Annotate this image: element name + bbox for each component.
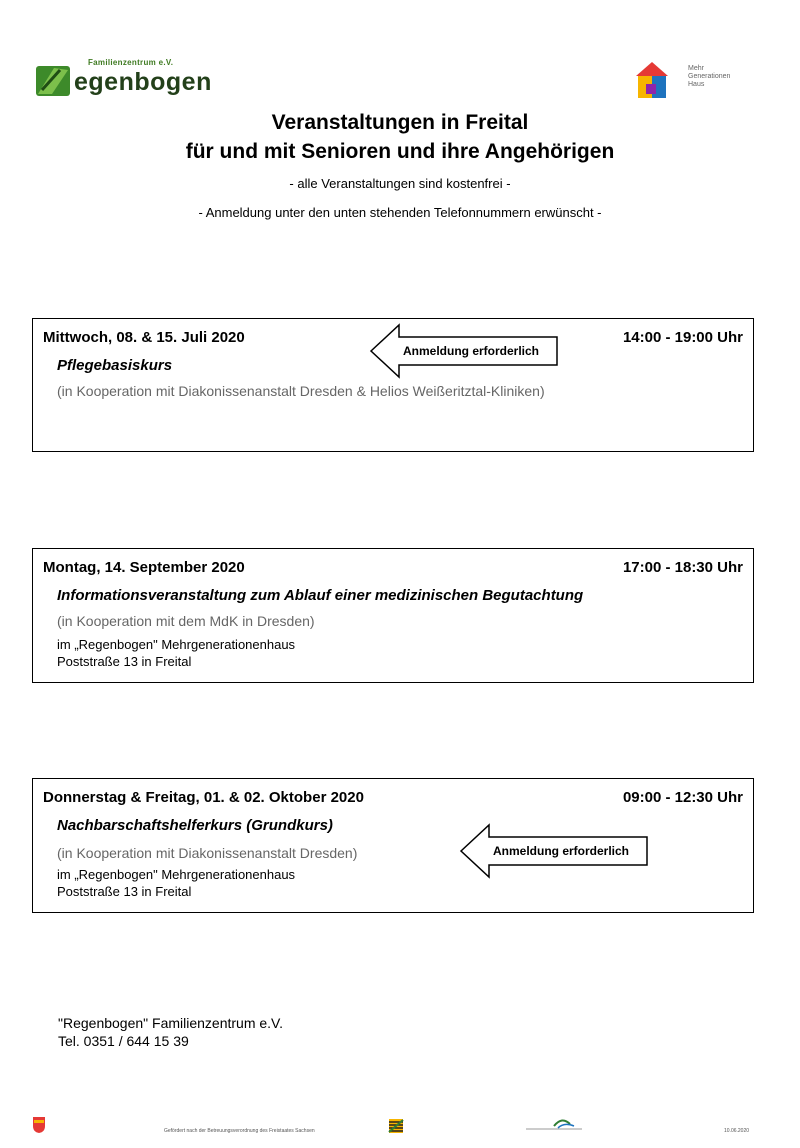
event-cooperation: (in Kooperation mit dem MdK in Dresden) — [57, 613, 315, 629]
page-title: Veranstaltungen in Freital — [271, 111, 529, 134]
event-card — [32, 778, 754, 913]
event-cooperation: (in Kooperation mit Diakonissenanstalt Dresden & Helios Weißeritztal-Kliniken) — [57, 383, 545, 399]
contact-org: "Regenbogen" Familienzentrum e.V. — [58, 1015, 283, 1031]
registration-note: - Anmeldung unter den unten stehenden Telefonnummern erwünscht - — [198, 205, 602, 220]
event-date: Montag, 14. September 2020 — [43, 559, 245, 576]
callout-label: Anmeldung erforderlich — [402, 344, 539, 358]
free-note: - alle Veranstaltungen sind kostenfrei - — [289, 176, 511, 191]
ministry-logo-icon — [524, 1116, 584, 1132]
mehrgenerationenhaus-logo — [632, 60, 772, 100]
contact-phone: Tel. 0351 / 644 15 39 — [58, 1033, 189, 1049]
logo-right-text: Mehr Generationen Haus — [688, 65, 731, 88]
contact-info — [58, 1014, 283, 1050]
registration-required-callout — [459, 823, 649, 879]
footer-funding-text: Gefördert nach der Betreuungsverordnung des Freistaates Sachsen — [164, 1128, 315, 1134]
event-cooperation: (in Kooperation mit Diakonissenanstalt Dresden) — [57, 845, 358, 861]
logo-title: egenbogen — [74, 68, 212, 96]
event-date: Mittwoch, 08. & 15. Juli 2020 — [43, 329, 245, 346]
event-location — [57, 866, 295, 900]
event-time: 09:00 - 12:30 Uhr — [622, 789, 743, 806]
logo-subtitle: Familienzentrum e.V. — [88, 58, 174, 67]
event-name: Informationsveranstaltung zum Ablauf einer medizinischen Begutachtung — [57, 587, 584, 604]
event-address: Poststraße 13 in Freital — [57, 654, 192, 669]
leaf-logo-icon — [34, 60, 74, 98]
event-card — [32, 548, 754, 683]
event-date: Donnerstag & Freitag, 01. & 02. Oktober 2020 — [43, 789, 364, 806]
event-card — [32, 318, 754, 452]
event-name: Pflegebasiskurs — [57, 357, 173, 374]
registration-required-callout — [369, 323, 559, 379]
footer-date: 10.06.2020 — [724, 1128, 750, 1134]
event-name: Nachbarschaftshelferkurs (Grundkurs) — [57, 817, 333, 834]
saxony-arms-icon — [388, 1118, 404, 1134]
callout-label: Anmeldung erforderlich — [492, 844, 629, 858]
event-venue: im „Regenbogen" Mehrgenerationenhaus — [57, 867, 296, 882]
house-logo-icon — [632, 60, 672, 100]
event-location — [57, 636, 295, 670]
page-subtitle: für und mit Senioren und ihre Angehörigen — [185, 140, 615, 163]
event-venue: im „Regenbogen" Mehrgenerationenhaus — [57, 637, 296, 652]
event-time: 17:00 - 18:30 Uhr — [622, 559, 743, 576]
event-address: Poststraße 13 in Freital — [57, 884, 192, 899]
regenbogen-logo — [34, 56, 234, 102]
coat-of-arms-icon — [32, 1116, 46, 1134]
event-time: 14:00 - 19:00 Uhr — [622, 329, 743, 346]
